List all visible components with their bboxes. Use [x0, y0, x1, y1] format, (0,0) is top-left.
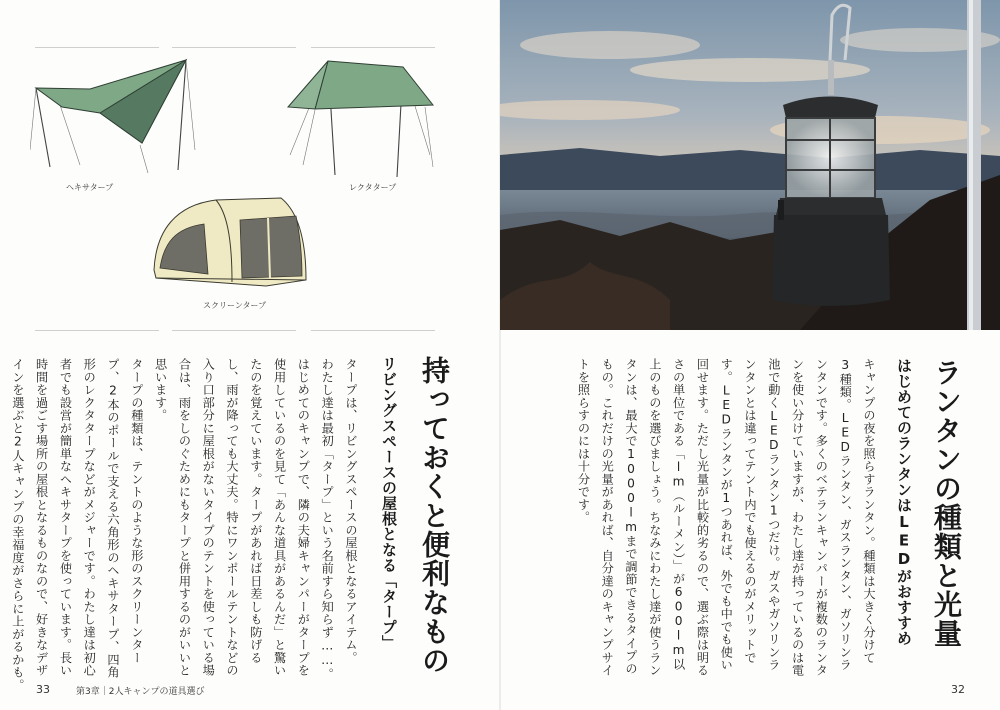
divider-rule	[311, 330, 435, 331]
body-line: 3種類。LEDランタン、ガスランタン、ガソリンラ	[838, 358, 853, 672]
screen-tarp-illustration	[146, 190, 316, 300]
body-line: タンは、最大で1000lmまで調節できるタイプの	[624, 358, 639, 675]
body-line: す。LEDランタンが1つあれば、外でも中でも使い	[719, 358, 734, 672]
body-line: 合は、雨をしのぐためにもタープと併用するのがいいと	[177, 358, 192, 677]
body-line: 入り口部分に屋根がないタイプのテントを使っている場	[201, 358, 216, 677]
body-line: 者でも設営が簡単なヘキサタープを使っています。長い	[58, 358, 73, 677]
body-line: プ、2本のポールで支える六角形のヘキサタープ、四角	[106, 358, 121, 679]
divider-rule	[311, 47, 435, 48]
hexa-tarp-illustration	[30, 55, 200, 185]
lantern-photo	[500, 0, 1000, 330]
body-line: インを選ぶと2人キャンプの幸福度がさらに上がるかも。	[10, 358, 25, 692]
hexa-tarp-label: ヘキサタープ	[66, 183, 114, 192]
page-number-right: 32	[951, 683, 965, 696]
page-number-left: 33	[36, 683, 50, 696]
divider-rule	[35, 330, 159, 331]
body-line: さの単位である「lm（ルーメン）」が600lm以	[671, 358, 686, 671]
body-line: 形のレクタタープなどがメジャーです。わたし達は初心	[82, 358, 97, 677]
right-heading: ランタンの種類と光量	[930, 358, 963, 648]
recta-tarp-illustration	[285, 55, 435, 185]
body-line: し、雨が降っても大丈夫。特にワンポールテントなどの	[225, 358, 240, 677]
right-body-text	[576, 358, 878, 677]
left-subheading: リビングスペースの屋根となる「タープ」	[380, 356, 398, 651]
body-line: ンタンとは違ってテント内でも使えるのがメリットで	[743, 358, 758, 664]
body-line: ンタンです。多くのベテランキャンパーが複数のランタ	[814, 358, 829, 677]
left-heading: 持っておくと便利なもの	[418, 356, 451, 675]
recta-tarp-label: レクタタープ	[349, 183, 397, 192]
body-line: タープの種類は、テントのような形のスクリーンター	[129, 358, 144, 664]
body-line: トを照らすのには十分です。	[576, 358, 591, 524]
body-line: はじめてのキャンプで、隣の夫婦キャンパーがタープを	[296, 358, 311, 677]
body-line: たのを覚えています。タープがあれば日差しも防げる	[248, 358, 263, 664]
body-line: 時間を過ごす場所の屋根となるものなので、好きなデザ	[34, 358, 49, 677]
body-line: ンを使い分けていますが、わたし達が持っているのは電	[790, 358, 805, 677]
running-head: 第3章｜2人キャンプの道具選び	[76, 687, 205, 697]
divider-rule	[172, 47, 296, 48]
body-line: 上のものを選びましょう。ちなみにわたし達が使うラン	[647, 358, 662, 677]
body-line: わたし達は最初「タープ」という名前すら知らず……。	[320, 358, 335, 681]
divider-rule	[35, 47, 159, 48]
body-line: もの。これだけの光量があれば、自分達のキャンプサイ	[600, 358, 615, 677]
body-line: 回せます。ただし光量が比較的劣るので、選ぶ際は明る	[695, 358, 710, 677]
body-line: 思います。	[153, 358, 168, 422]
body-line: 使用しているのを見て「あんな道具があるんだ」と驚い	[272, 358, 287, 677]
body-line: キャンプの夜を照らすランタン。種類は大きく分けて	[862, 358, 876, 664]
divider-rule	[172, 330, 296, 331]
body-line: タープは、リビングスペースの屋根となるアイテム。	[344, 358, 358, 664]
right-subheading: はじめてのランタンはLEDがおすすめ	[895, 358, 913, 646]
body-line: 池で動くLEDランタン1つだけ。ガスやガソリンラ	[766, 358, 781, 672]
screen-tarp-label: スクリーンタープ	[203, 301, 267, 310]
